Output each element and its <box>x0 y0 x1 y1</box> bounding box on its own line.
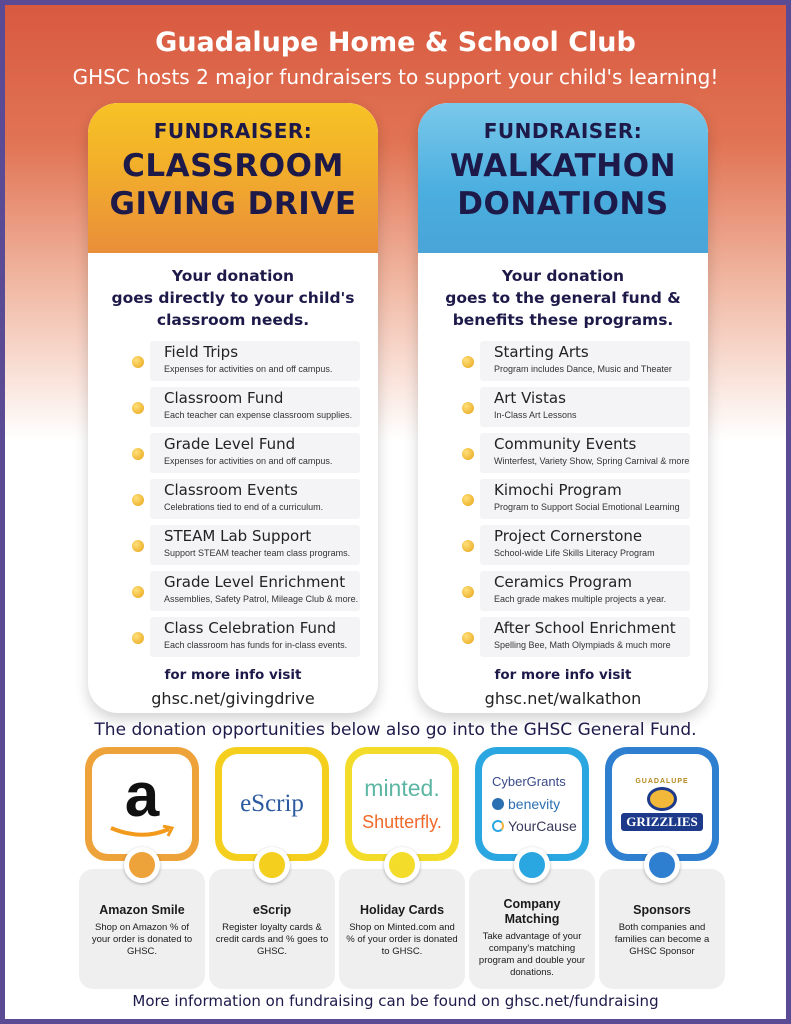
card-description <box>418 265 708 331</box>
holiday-cards-tile[interactable] <box>345 747 459 989</box>
yourcause-icon <box>492 820 504 832</box>
bullet-icon <box>132 494 144 506</box>
opp-info-card <box>599 869 725 989</box>
item-name: Ceramics Program <box>494 573 632 591</box>
bullet-icon <box>462 402 474 414</box>
list-item <box>432 431 690 475</box>
walkathon-donations-card <box>418 103 708 713</box>
opp-title: Amazon Smile <box>99 903 185 917</box>
escrip-logo <box>222 754 322 854</box>
bullet-icon <box>462 586 474 598</box>
circle-icon <box>124 847 160 883</box>
list-item <box>432 569 690 613</box>
circle-icon <box>514 847 550 883</box>
bullet-icon <box>132 402 144 414</box>
list-item <box>432 615 690 659</box>
bullet-icon <box>462 494 474 506</box>
minted-logo: minted. <box>364 775 440 801</box>
item-desc: Support STEAM teacher team class programs. <box>164 548 351 558</box>
fundraiser-title-line2: DONATIONS <box>457 186 669 222</box>
benevity-icon <box>492 798 504 810</box>
classroom-giving-drive-card <box>88 103 378 713</box>
item-name: Starting Arts <box>494 343 589 361</box>
opp-info-card <box>209 869 335 989</box>
item-desc: Spelling Bee, Math Olympiads & much more <box>494 640 671 650</box>
footer-note: More information on fundraising can be found on ghsc.net/fundraising <box>132 992 659 1010</box>
program-list <box>88 339 378 659</box>
list-item <box>102 339 360 383</box>
bullet-icon <box>132 448 144 460</box>
page-title: Guadalupe Home & School Club <box>155 27 636 58</box>
item-desc: Celebrations tied to end of a curriculum. <box>164 502 324 512</box>
opp-info-card <box>339 869 465 989</box>
escrip-tile[interactable] <box>215 747 329 989</box>
item-desc: Assemblies, Safety Patrol, Mileage Club & more. <box>164 594 359 604</box>
opp-title: eScrip <box>252 903 292 917</box>
item-desc: School-wide Life Skills Literacy Program <box>494 548 655 558</box>
item-name: Kimochi Program <box>494 481 622 499</box>
yourcause-logo: YourCause <box>508 818 577 834</box>
matching-logos <box>482 754 582 854</box>
card-header <box>418 103 708 253</box>
bullet-icon <box>132 356 144 368</box>
bullet-icon <box>132 586 144 598</box>
opp-title: Sponsors <box>633 903 691 917</box>
opp-desc: Both companies and families can become a GHSC Sponsor <box>614 922 710 957</box>
bullet-icon <box>132 540 144 552</box>
logo-frame <box>475 747 589 861</box>
benevity-row <box>492 796 560 812</box>
desc-line: goes directly to your child's <box>111 289 355 307</box>
escrip-logo-text: eScrip <box>240 790 304 817</box>
logo-frame <box>85 747 199 861</box>
cybergrants-logo: CyberGrants <box>492 774 566 789</box>
item-desc: Each classroom has funds for in-class events. <box>164 640 348 650</box>
desc-line: benefits these programs. <box>452 311 674 329</box>
more-info-label: for more info visit <box>494 667 632 683</box>
fundraiser-title-line2: GIVING DRIVE <box>109 186 357 222</box>
logo-frame <box>215 747 329 861</box>
list-item <box>432 385 690 429</box>
item-desc: Expenses for activities on and off campus. <box>164 364 333 374</box>
item-name: Field Trips <box>164 343 239 361</box>
paw-icon <box>647 787 677 811</box>
bullet-icon <box>462 448 474 460</box>
opp-desc: Take advantage of your company's matching program and double your donations. <box>478 931 586 978</box>
fundraiser-label: FUNDRAISER: <box>483 119 643 143</box>
opp-title: Holiday Cards <box>359 903 445 917</box>
bullet-icon <box>462 540 474 552</box>
amazon-logo <box>92 754 192 854</box>
amazon-letter: a <box>124 761 160 830</box>
grizzlies-logo <box>612 754 712 854</box>
list-item <box>102 385 360 429</box>
item-desc: Program includes Dance, Music and Theater <box>494 364 672 374</box>
company-matching-tile[interactable] <box>475 747 589 989</box>
bullet-icon <box>132 632 144 644</box>
desc-line: goes to the general fund & <box>445 289 681 307</box>
item-desc: Program to Support Social Emotional Learning <box>494 502 680 512</box>
sponsors-tile[interactable] <box>605 747 719 989</box>
item-name: After School Enrichment <box>494 619 676 637</box>
circle-icon <box>644 847 680 883</box>
list-item <box>432 477 690 521</box>
opp-info-card <box>79 869 205 989</box>
item-desc: Winterfest, Variety Show, Spring Carnival & more <box>494 456 690 466</box>
item-name: STEAM Lab Support <box>164 527 312 545</box>
list-item <box>102 523 360 567</box>
item-name: Project Cornerstone <box>494 527 643 545</box>
logo-frame <box>605 747 719 861</box>
grizzlies-text: GRIZZLIES <box>621 813 703 831</box>
amazon-smile-tile[interactable] <box>85 747 199 989</box>
item-desc: In-Class Art Lessons <box>494 410 577 420</box>
yourcause-row <box>492 818 577 834</box>
donation-note: The donation opportunities below also go into the GHSC General Fund. <box>94 720 697 740</box>
item-name: Grade Level Fund <box>164 435 296 453</box>
list-item <box>102 569 360 613</box>
opp-desc: Shop on Amazon % of your order is donated to GHSC. <box>91 922 193 957</box>
list-item <box>102 431 360 475</box>
page-subtitle: GHSC hosts 2 major fundraisers to support your child's learning! <box>72 65 719 89</box>
item-name: Art Vistas <box>494 389 566 407</box>
desc-line: Your donation <box>501 267 625 285</box>
card-header <box>88 103 378 253</box>
shutterfly-logo: Shutterfly. <box>362 812 442 832</box>
item-name: Classroom Fund <box>164 389 284 407</box>
circle-icon <box>254 847 290 883</box>
item-desc: Each teacher can expense classroom supplies. <box>164 410 353 420</box>
card-description <box>88 265 378 331</box>
opp-title: Company Matching <box>503 897 561 926</box>
benevity-logo: benevity <box>508 796 561 812</box>
item-desc: Each grade makes multiple projects a year. <box>494 594 667 604</box>
more-info-label: for more info visit <box>164 667 302 683</box>
item-name: Grade Level Enrichment <box>164 573 346 591</box>
opp-desc: Register loyalty cards & credit cards and % goes to GHSC. <box>215 922 329 957</box>
item-name: Community Events <box>494 435 637 453</box>
list-item <box>102 477 360 521</box>
desc-line: Your donation <box>171 267 295 285</box>
list-item <box>432 339 690 383</box>
list-item <box>102 615 360 659</box>
circle-icon <box>384 847 420 883</box>
fundraiser-title-line1: CLASSROOM <box>122 148 344 184</box>
guadalupe-text: GUADALUPE <box>635 777 689 785</box>
bullet-icon <box>462 356 474 368</box>
logo-frame <box>345 747 459 861</box>
program-list <box>418 339 708 659</box>
desc-line: classroom needs. <box>156 311 310 329</box>
walkathon-link[interactable]: ghsc.net/walkathon <box>484 689 642 708</box>
item-name: Classroom Events <box>164 481 298 499</box>
amazon-smile-icon <box>109 825 175 841</box>
fundraiser-label: FUNDRAISER: <box>153 119 313 143</box>
item-name: Class Celebration Fund <box>164 619 337 637</box>
bullet-icon <box>462 632 474 644</box>
opp-desc: Shop on Minted.com and % of your order is donated to GHSC. <box>346 922 458 957</box>
givingdrive-link[interactable]: ghsc.net/givingdrive <box>151 689 315 708</box>
opp-info-card <box>469 869 595 989</box>
item-desc: Expenses for activities on and off campus. <box>164 456 333 466</box>
minted-shutterfly-logo <box>352 754 452 854</box>
fundraiser-title-line1: WALKATHON <box>449 148 677 184</box>
list-item <box>432 523 690 567</box>
